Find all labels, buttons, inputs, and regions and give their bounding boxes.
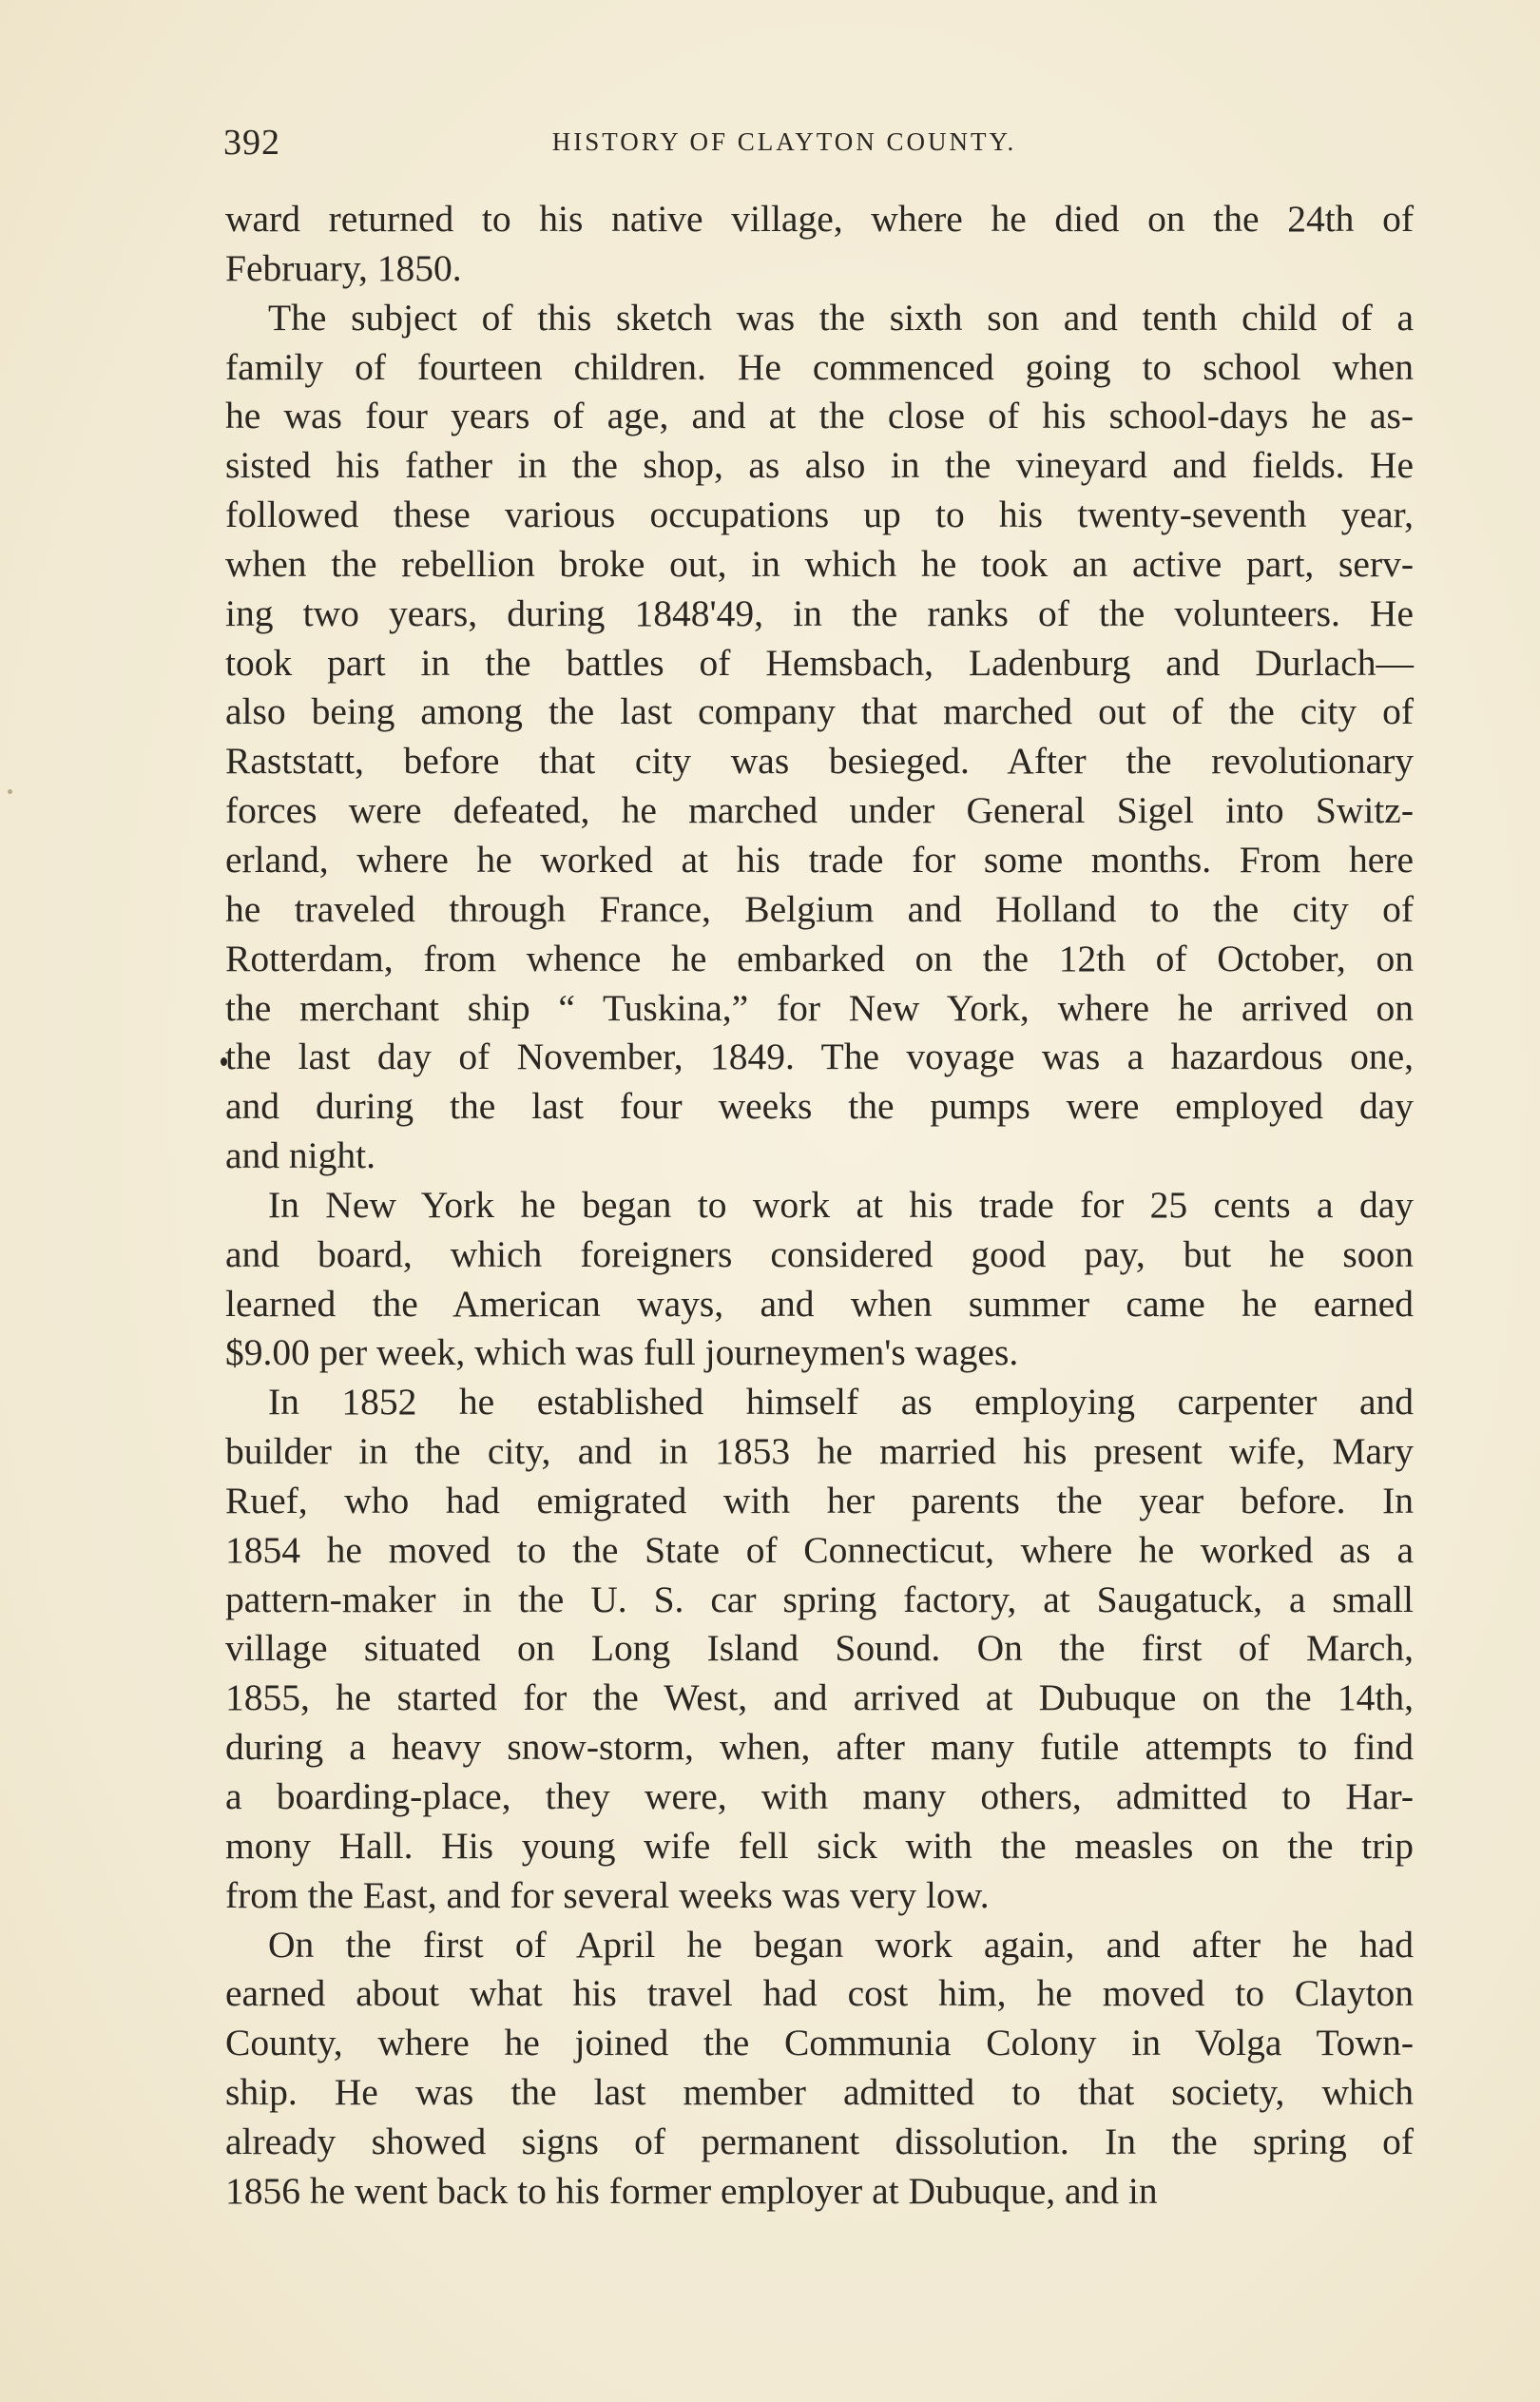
text-line: ward returned to his native village, where he died on the 24th of [225, 198, 1414, 240]
text-line: pattern-maker in the U. S. car spring factory, at Saugatuck, a small [225, 1578, 1414, 1620]
text-line: already showed signs of permanent dissolution. In the spring of [225, 2120, 1414, 2162]
text-line: ing two years, during 1848'49, in the ranks of the volunteers. He [225, 591, 1414, 634]
text-line: 1854 he moved to the State of Connecticut, where he worked as a [225, 1528, 1414, 1571]
text-line: 1856 he went back to his former employer at Dubuque, and in [225, 2169, 1158, 2212]
text-line: also being among the last company that marched out of the city of [225, 690, 1414, 733]
text-line: and during the last four weeks the pumps were employed day [225, 1085, 1414, 1128]
text-line: he was four years of age, and at the close of his school-days he as- [225, 395, 1414, 437]
text-line: from the East, and for several weeks was very low. [225, 1873, 990, 1916]
text-line: Ruef, who had emigrated with her parents the year before. In [225, 1479, 1414, 1521]
page-header [223, 122, 1345, 169]
text-line: builder in the city, and in 1853 he married his present wife, Mary [225, 1430, 1414, 1473]
text-line: mony Hall. His young wife fell sick with the measles on the trip [225, 1824, 1414, 1867]
text-line: the merchant ship “ Tuskina,” for New York, where he arrived on [225, 986, 1414, 1029]
text-line: The subject of this sketch was the sixth son and tenth child of a [268, 296, 1414, 339]
text-line: and board, which foreigners considered good pay, but he soon [225, 1232, 1414, 1275]
text-line: In 1852 he established himself as employing carpenter and [268, 1381, 1414, 1424]
text-line: followed these various occupations up to his twenty-seventh year, [225, 494, 1414, 536]
text-line: On the first of April he began work again, and after he had [268, 1923, 1414, 1966]
text-line: during a heavy snow-storm, when, after many futile attempts to find [225, 1726, 1414, 1769]
text-line: village situated on Long Island Sound. On the first of March, [225, 1627, 1414, 1670]
page-number: 392 [223, 123, 280, 163]
text-line: earned about what his travel had cost him, he moved to Clayton [225, 1972, 1414, 2015]
text-line: the last day of November, 1849. The voyage was a hazardous one, [225, 1036, 1414, 1078]
text-line: a boarding-place, they were, with many others, admitted to Har- [225, 1775, 1414, 1817]
text-line: Rotterdam, from whence he embarked on the 12th of October, on [225, 937, 1414, 979]
text-line: learned the American ways, and when summer came he earned [225, 1282, 1414, 1325]
text-line: family of fourteen children. He commenced going to school when [225, 345, 1414, 388]
text-line: Raststatt, before that city was besieged. After the revolutionary [225, 740, 1414, 783]
running-title: HISTORY OF CLAYTON COUNTY. [551, 127, 1017, 156]
text-line: took part in the battles of Hemsbach, Ladenburg and Durlach— [225, 641, 1414, 684]
body-text [225, 195, 1414, 2217]
margin-speck [8, 789, 12, 794]
text-line: ship. He was the last member admitted to that society, which [225, 2071, 1414, 2114]
text-line: 1855, he started for the West, and arrived at Dubuque on the 14th, [225, 1676, 1414, 1719]
text-line: forces were defeated, he marched under General Sigel into Switz- [225, 789, 1414, 832]
text-line: In New York he began to work at his trade for 25 cents a day [268, 1183, 1414, 1226]
text-line: when the rebellion broke out, in which he took an active part, serv- [225, 542, 1414, 585]
text-line: erland, where he worked at his trade for some months. From here [225, 838, 1414, 881]
text-line: and night. [225, 1134, 375, 1177]
text-line: County, where he joined the Communia Colony in Volga Town- [225, 2022, 1414, 2064]
text-line: sisted his father in the shop, as also in the vineyard and fields. He [225, 444, 1414, 487]
text-line: $9.00 per week, which was full journeymen's wages. [225, 1331, 1019, 1374]
text-line: February, 1850. [225, 246, 462, 289]
text-line: he traveled through France, Belgium and Holland to the city of [225, 887, 1414, 930]
